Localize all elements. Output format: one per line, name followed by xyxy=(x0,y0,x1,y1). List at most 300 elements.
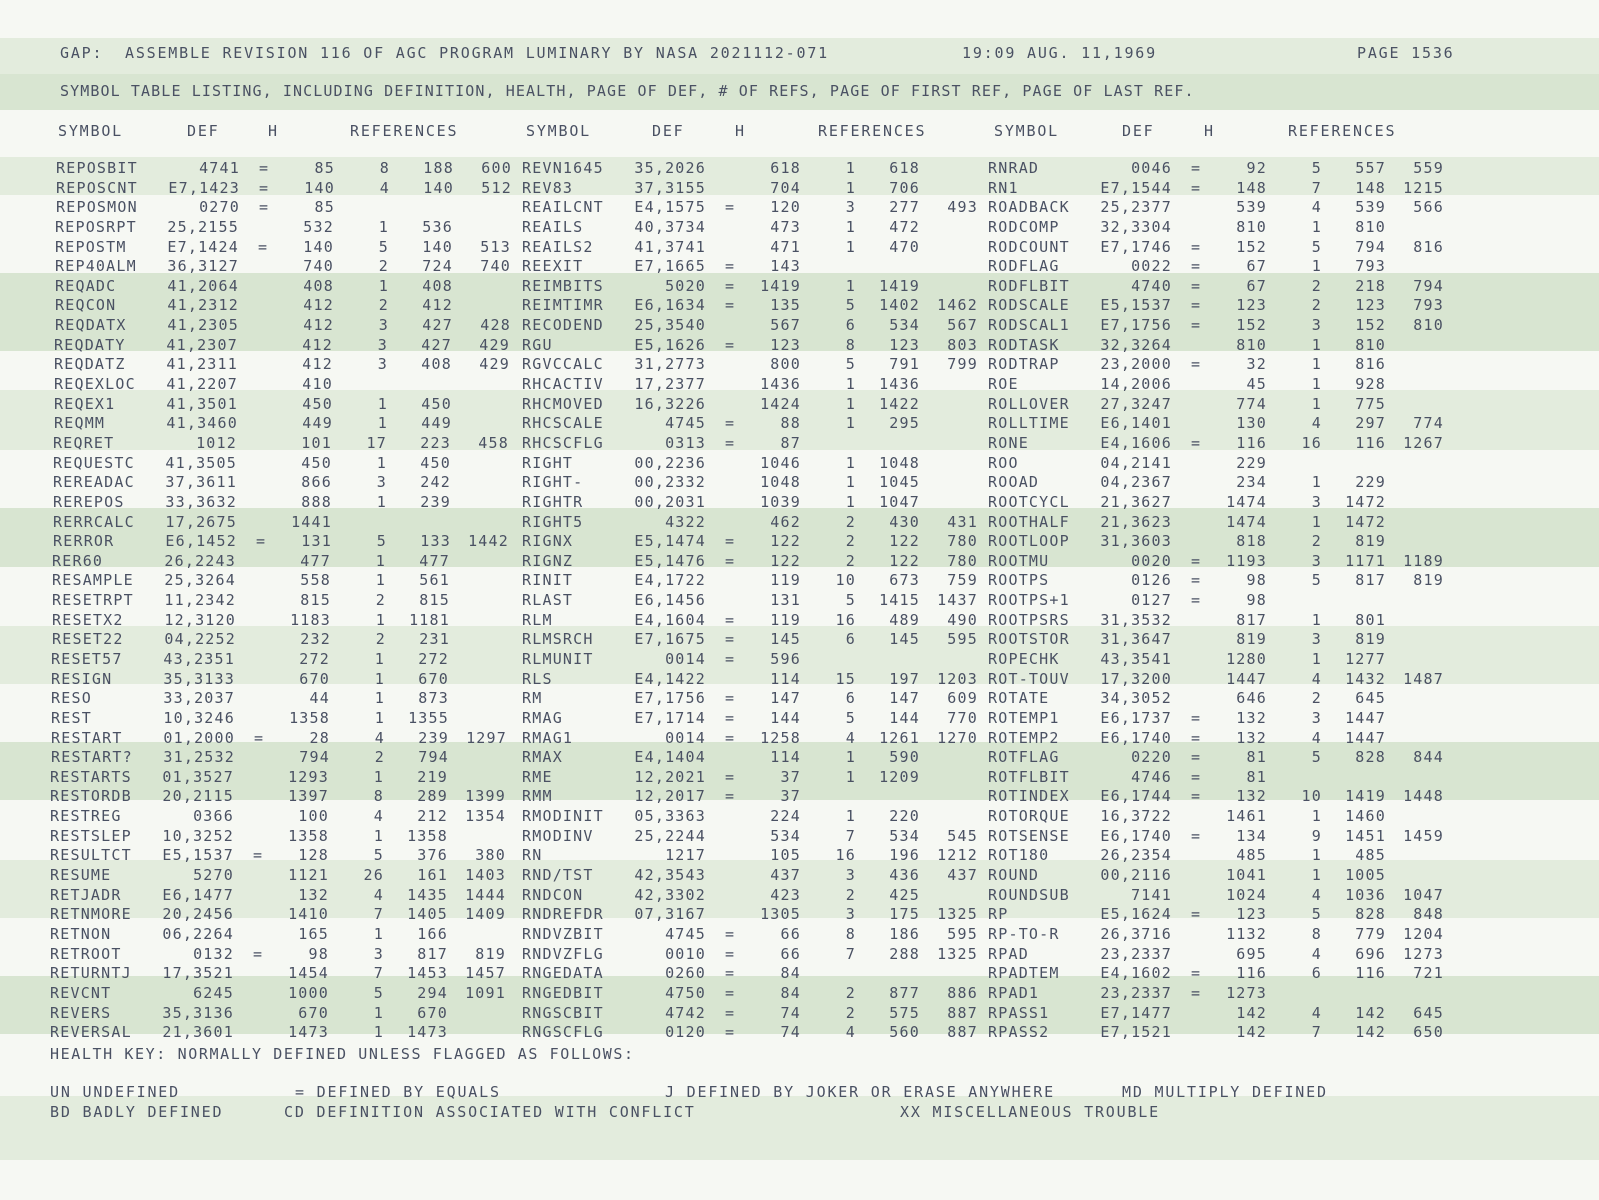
cell-def: E6,1401 xyxy=(1100,414,1172,433)
col-health-2: H xyxy=(735,122,746,140)
cell-def: 23,2337 xyxy=(1100,944,1172,963)
cell-firstref: 1047 xyxy=(879,492,920,511)
cell-refcount: 4 xyxy=(1311,728,1322,747)
table-row xyxy=(0,238,1599,258)
table-row xyxy=(0,709,1599,729)
cell-defpage: 1474 xyxy=(1226,512,1267,531)
cell-def: 1217 xyxy=(665,846,706,865)
cell-defpage: 412 xyxy=(303,316,334,335)
table-row xyxy=(0,336,1599,356)
col-def-1: DEF xyxy=(187,122,220,140)
cell-defpage: 132 xyxy=(298,885,329,904)
table-row xyxy=(0,473,1599,493)
cell-lastref: 816 xyxy=(1413,237,1444,256)
cell-symbol: RESIGN xyxy=(51,669,113,688)
cell-defpage: 132 xyxy=(1236,787,1267,806)
cell-refcount: 5 xyxy=(1311,748,1322,767)
cell-symbol: RHCSCFLG xyxy=(522,433,604,452)
health-key-joker: J DEFINED BY JOKER OR ERASE ANYWHERE xyxy=(665,1083,1055,1101)
table-row xyxy=(0,414,1599,434)
cell-defpage: 132 xyxy=(1236,708,1267,727)
table-row xyxy=(0,984,1599,1004)
cell-symbol: RESTART? xyxy=(51,748,133,767)
cell-def: 21,3627 xyxy=(1100,492,1172,511)
cell-lastref: 493 xyxy=(947,198,978,217)
cell-firstref: 450 xyxy=(420,453,451,472)
cell-refcount: 1 xyxy=(373,767,384,786)
cell-firstref: 645 xyxy=(1355,689,1386,708)
cell-refcount: 1 xyxy=(845,453,856,472)
cell-refcount: 1 xyxy=(376,453,387,472)
cell-health: = xyxy=(725,257,736,276)
cell-firstref: 1036 xyxy=(1345,885,1386,904)
cell-firstref: 197 xyxy=(889,669,920,688)
cell-symbol: ROOTLOOP xyxy=(988,532,1070,551)
cell-refcount: 3 xyxy=(1311,551,1322,570)
cell-lastref: 819 xyxy=(475,944,506,963)
cell-symbol: REP40ALM xyxy=(55,257,137,276)
cell-refcount: 1 xyxy=(845,217,856,236)
cell-firstref: 116 xyxy=(1355,964,1386,983)
cell-defpage: 450 xyxy=(302,394,333,413)
cell-symbol: RODSCAL1 xyxy=(988,316,1070,335)
cell-symbol: ROOTPSRS xyxy=(988,610,1070,629)
cell-firstref: 145 xyxy=(889,630,920,649)
cell-lastref: 1459 xyxy=(1403,826,1444,845)
cell-symbol: ROT180 xyxy=(988,846,1050,865)
cell-firstref: 1261 xyxy=(879,728,920,747)
cell-lastref: 844 xyxy=(1413,748,1444,767)
cell-symbol: REREPOS xyxy=(53,492,125,511)
cell-defpage: 1419 xyxy=(760,276,801,295)
cell-defpage: 888 xyxy=(301,492,332,511)
cell-health: = xyxy=(1191,964,1202,983)
cell-def: E7,1423 xyxy=(168,178,240,197)
cell-firstref: 817 xyxy=(417,944,448,963)
cell-refcount: 1 xyxy=(845,237,856,256)
cell-lastref: 803 xyxy=(947,335,978,354)
cell-defpage: 1358 xyxy=(288,826,329,845)
cell-refcount: 5 xyxy=(1311,159,1322,177)
cell-firstref: 539 xyxy=(1355,198,1386,217)
cell-symbol: RPASS2 xyxy=(988,1023,1050,1042)
cell-defpage: 1048 xyxy=(760,473,801,492)
cell-defpage: 44 xyxy=(309,689,330,708)
cell-defpage: 140 xyxy=(304,178,335,197)
cell-firstref: 1419 xyxy=(1345,787,1386,806)
cell-def: 4741 xyxy=(199,159,240,177)
cell-def: 42,3543 xyxy=(634,866,706,885)
cell-symbol: ROOTPS xyxy=(988,571,1050,590)
cell-symbol: REQUESTC xyxy=(53,453,135,472)
cell-defpage: 37 xyxy=(780,787,801,806)
cell-def: 0014 xyxy=(665,650,706,668)
cell-refcount: 7 xyxy=(373,964,384,983)
cell-firstref: 775 xyxy=(1355,394,1386,413)
cell-health: = xyxy=(725,983,736,1002)
table-row xyxy=(0,532,1599,552)
cell-refcount: 5 xyxy=(845,355,856,374)
cell-firstref: 724 xyxy=(422,257,453,276)
cell-health: = xyxy=(1191,276,1202,295)
cell-firstref: 239 xyxy=(420,492,451,511)
cell-def: 12,3120 xyxy=(164,610,236,629)
cell-firstref: 122 xyxy=(889,551,920,570)
cell-symbol: REEXIT xyxy=(522,257,584,276)
cell-refcount: 1 xyxy=(845,748,856,767)
cell-firstref: 1402 xyxy=(879,296,920,315)
cell-def: 25,3540 xyxy=(634,316,706,335)
cell-defpage: 412 xyxy=(303,296,334,315)
cell-refcount: 5 xyxy=(373,846,384,865)
cell-defpage: 866 xyxy=(301,473,332,492)
cell-refcount: 15 xyxy=(835,669,856,688)
cell-firstref: 123 xyxy=(1355,296,1386,315)
cell-refcount: 6 xyxy=(845,689,856,708)
cell-def: E5,1624 xyxy=(1100,905,1172,924)
cell-defpage: 120 xyxy=(770,198,801,217)
cell-firstref: 779 xyxy=(1355,924,1386,943)
cell-firstref: 142 xyxy=(1355,1023,1386,1042)
cell-defpage: 114 xyxy=(770,748,801,767)
cell-defpage: 477 xyxy=(300,551,331,570)
table-row xyxy=(0,886,1599,906)
cell-health: = xyxy=(725,944,736,963)
cell-def: 31,3647 xyxy=(1100,630,1172,649)
cell-defpage: 810 xyxy=(1236,217,1267,236)
cell-health: = xyxy=(725,276,736,295)
cell-def: 0046 xyxy=(1131,159,1172,177)
cell-symbol: REAILCNT xyxy=(522,198,604,217)
table-row xyxy=(0,571,1599,591)
cell-firstref: 1473 xyxy=(407,1023,448,1042)
cell-firstref: 816 xyxy=(1355,355,1386,374)
cell-health: = xyxy=(1191,433,1202,452)
table-row xyxy=(0,866,1599,886)
cell-symbol: REAILS2 xyxy=(522,237,594,256)
cell-lastref: 819 xyxy=(1413,571,1444,590)
cell-firstref: 140 xyxy=(423,178,454,197)
cell-defpage: 32 xyxy=(1246,355,1267,374)
cell-symbol: ROTORQUE xyxy=(988,807,1070,826)
cell-defpage: 740 xyxy=(303,257,334,276)
cell-firstref: 1405 xyxy=(407,905,448,924)
cell-refcount: 1 xyxy=(373,1003,384,1022)
table-row xyxy=(0,591,1599,611)
cell-symbol: RN xyxy=(522,846,543,865)
cell-def: 25,3264 xyxy=(164,571,236,590)
cell-symbol: REPOSTM xyxy=(55,237,127,256)
cell-health: = xyxy=(1191,787,1202,806)
cell-defpage: 412 xyxy=(302,335,333,354)
cell-refcount: 5 xyxy=(845,296,856,315)
cell-refcount: 1 xyxy=(375,551,386,570)
cell-refcount: 2 xyxy=(378,296,389,315)
cell-def: 05,3363 xyxy=(634,807,706,826)
cell-health: = xyxy=(725,335,736,354)
cell-def: 00,2332 xyxy=(634,473,706,492)
health-key-md: MD MULTIPLY DEFINED xyxy=(1122,1083,1328,1101)
cell-symbol: RIGNX xyxy=(522,532,574,551)
cell-def: E5,1537 xyxy=(1100,296,1172,315)
cell-firstref: 220 xyxy=(889,807,920,826)
cell-symbol: ROLLTIME xyxy=(988,414,1070,433)
cell-refcount: 2 xyxy=(1311,689,1322,708)
cell-def: 17,2675 xyxy=(165,512,237,531)
cell-refcount: 3 xyxy=(376,473,387,492)
cell-refcount: 9 xyxy=(1311,826,1322,845)
cell-firstref: 427 xyxy=(421,335,452,354)
cell-def: E6,1477 xyxy=(162,885,234,904)
cell-health: = xyxy=(725,532,736,551)
cell-firstref: 152 xyxy=(1355,316,1386,335)
cell-defpage: 670 xyxy=(299,669,330,688)
cell-lastref: 793 xyxy=(1413,296,1444,315)
cell-refcount: 1 xyxy=(374,669,385,688)
cell-lastref: 1399 xyxy=(465,787,506,806)
cell-refcount: 7 xyxy=(1311,178,1322,197)
cell-defpage: 116 xyxy=(1236,433,1267,452)
cell-firstref: 1422 xyxy=(879,394,920,413)
cell-firstref: 1472 xyxy=(1345,492,1386,511)
cell-def: E5,1537 xyxy=(162,846,234,865)
cell-firstref: 229 xyxy=(1355,473,1386,492)
cell-health: = xyxy=(725,1003,736,1022)
cell-symbol: RMAG xyxy=(522,708,563,727)
cell-defpage: 131 xyxy=(301,532,332,551)
cell-firstref: 123 xyxy=(889,335,920,354)
cell-symbol: ROTFLBIT xyxy=(988,767,1070,786)
cell-refcount: 6 xyxy=(845,316,856,335)
cell-symbol: RMAG1 xyxy=(522,728,574,747)
table-row xyxy=(0,846,1599,866)
cell-def: E4,1722 xyxy=(634,571,706,590)
cell-lastref: 1215 xyxy=(1403,178,1444,197)
cell-lastref: 429 xyxy=(479,355,510,374)
cell-defpage: 1041 xyxy=(1226,866,1267,885)
cell-defpage: 1436 xyxy=(760,375,801,394)
cell-firstref: 470 xyxy=(889,237,920,256)
cell-def: 10,3246 xyxy=(163,708,235,727)
cell-defpage: 229 xyxy=(1236,453,1267,472)
cell-lastref: 1448 xyxy=(1403,787,1444,806)
cell-firstref: 1453 xyxy=(407,964,448,983)
cell-def: 0020 xyxy=(1131,551,1172,570)
cell-defpage: 695 xyxy=(1236,944,1267,963)
cell-defpage: 817 xyxy=(1236,610,1267,629)
cell-def: E4,1404 xyxy=(634,748,706,767)
cell-def: 21,3623 xyxy=(1100,512,1172,531)
cell-symbol: REPOSBIT xyxy=(56,159,138,177)
cell-health: = xyxy=(1191,159,1202,177)
cell-health: = xyxy=(1191,178,1202,197)
cell-refcount: 2 xyxy=(378,257,389,276)
cell-defpage: 45 xyxy=(1246,375,1267,394)
cell-def: 37,3611 xyxy=(165,473,237,492)
cell-defpage: 87 xyxy=(780,433,801,452)
cell-defpage: 131 xyxy=(770,591,801,610)
cell-refcount: 1 xyxy=(375,610,386,629)
cell-symbol: RN1 xyxy=(988,178,1019,197)
cell-symbol: REQEXLOC xyxy=(54,375,136,394)
cell-def: 20,2115 xyxy=(162,787,234,806)
cell-def: 6245 xyxy=(193,983,234,1002)
table-row xyxy=(0,630,1599,650)
cell-defpage: 1280 xyxy=(1226,650,1267,668)
cell-firstref: 1435 xyxy=(407,885,448,904)
cell-def: 35,2026 xyxy=(634,159,706,177)
cell-lastref: 1212 xyxy=(937,846,978,865)
cell-defpage: 142 xyxy=(1236,1023,1267,1042)
cell-firstref: 1436 xyxy=(879,375,920,394)
cell-symbol: RGVCCALC xyxy=(522,355,604,374)
cell-symbol: REQDATY xyxy=(54,335,126,354)
cell-def: E6,1452 xyxy=(165,532,237,551)
cell-firstref: 122 xyxy=(889,532,920,551)
cell-firstref: 673 xyxy=(889,571,920,590)
cell-def: E4,1575 xyxy=(634,198,706,217)
table-row xyxy=(0,729,1599,749)
table-row xyxy=(0,650,1599,670)
cell-symbol: REQRET xyxy=(53,433,115,452)
cell-def: 0126 xyxy=(1131,571,1172,590)
cell-def: 23,2337 xyxy=(1100,983,1172,1002)
health-key-cd: CD DEFINITION ASSOCIATED WITH CONFLICT xyxy=(284,1103,696,1121)
cell-symbol: ROPECHK xyxy=(988,650,1060,668)
cell-def: 36,3127 xyxy=(167,257,239,276)
cell-refcount: 3 xyxy=(377,355,388,374)
cell-refcount: 7 xyxy=(1311,1023,1322,1042)
cell-def: 12,2017 xyxy=(634,787,706,806)
cell-def: 34,3052 xyxy=(1100,689,1172,708)
cell-defpage: 122 xyxy=(770,532,801,551)
cell-lastref: 1091 xyxy=(465,983,506,1002)
cell-lastref: 458 xyxy=(478,433,509,452)
cell-refcount: 1 xyxy=(1311,335,1322,354)
cell-firstref: 1181 xyxy=(409,610,450,629)
cell-def: 4745 xyxy=(665,924,706,943)
cell-health: = xyxy=(253,846,264,865)
cell-health: = xyxy=(254,728,265,747)
cell-firstref: 166 xyxy=(417,924,448,943)
cell-refcount: 1 xyxy=(1311,512,1322,531)
cell-lastref: 721 xyxy=(1413,964,1444,983)
cell-refcount: 1 xyxy=(374,650,385,668)
cell-def: 4742 xyxy=(665,1003,706,1022)
cell-refcount: 8 xyxy=(373,787,384,806)
cell-health: = xyxy=(725,433,736,452)
cell-refcount: 4 xyxy=(1311,885,1322,904)
cell-refcount: 2 xyxy=(1311,276,1322,295)
table-row xyxy=(0,316,1599,336)
cell-refcount: 1 xyxy=(845,767,856,786)
cell-def: E6,1634 xyxy=(634,296,706,315)
cell-refcount: 1 xyxy=(374,689,385,708)
table-row xyxy=(0,964,1599,984)
cell-defpage: 123 xyxy=(1236,296,1267,315)
cell-def: 0010 xyxy=(665,944,706,963)
cell-refcount: 7 xyxy=(845,826,856,845)
timestamp: 19:09 AUG. 11,1969 xyxy=(962,44,1157,62)
cell-def: 42,3302 xyxy=(634,885,706,904)
cell-refcount: 1 xyxy=(378,217,389,236)
cell-def: 0014 xyxy=(665,728,706,747)
cell-symbol: REQDATZ xyxy=(54,355,126,374)
cell-defpage: 1039 xyxy=(760,492,801,511)
cell-firstref: 1460 xyxy=(1345,807,1386,826)
cell-symbol: ROOAD xyxy=(988,473,1040,492)
cell-defpage: 819 xyxy=(1236,630,1267,649)
cell-firstref: 212 xyxy=(417,807,448,826)
cell-symbol: REVERS xyxy=(50,1003,112,1022)
cell-health: = xyxy=(1191,316,1202,335)
cell-symbol: REQDATX xyxy=(55,316,127,335)
cell-lastref: 1203 xyxy=(937,669,978,688)
cell-defpage: 1454 xyxy=(288,964,329,983)
cell-def: E5,1476 xyxy=(634,551,706,570)
cell-symbol: RLMSRCH xyxy=(522,630,594,649)
cell-health: = xyxy=(1191,571,1202,590)
table-row xyxy=(0,670,1599,690)
cell-firstref: 175 xyxy=(889,905,920,924)
cell-defpage: 272 xyxy=(299,650,330,668)
cell-defpage: 539 xyxy=(1236,198,1267,217)
cell-symbol: RLAST xyxy=(522,591,574,610)
cell-symbol: RESTART xyxy=(51,728,123,747)
cell-firstref: 297 xyxy=(1355,414,1386,433)
cell-lastref: 559 xyxy=(1413,159,1444,177)
cell-firstref: 161 xyxy=(417,866,448,885)
cell-refcount: 1 xyxy=(845,159,856,177)
cell-defpage: 1447 xyxy=(1226,669,1267,688)
cell-def: 00,2236 xyxy=(634,453,706,472)
cell-defpage: 412 xyxy=(302,355,333,374)
cell-defpage: 232 xyxy=(300,630,331,649)
cell-firstref: 218 xyxy=(1355,276,1386,295)
cell-refcount: 5 xyxy=(845,591,856,610)
cell-defpage: 152 xyxy=(1236,316,1267,335)
cell-health: = xyxy=(259,178,270,197)
cell-firstref: 294 xyxy=(417,983,448,1002)
cell-def: 40,3734 xyxy=(634,217,706,236)
cell-symbol: RNRAD xyxy=(988,159,1040,177)
cell-lastref: 595 xyxy=(947,630,978,649)
cell-firstref: 412 xyxy=(422,296,453,315)
cell-symbol: RNGEDBIT xyxy=(522,983,604,1002)
cell-symbol: RLM xyxy=(522,610,553,629)
table-row xyxy=(0,552,1599,572)
cell-symbol: RODFLAG xyxy=(988,257,1060,276)
cell-lastref: 780 xyxy=(947,532,978,551)
cell-symbol: RLS xyxy=(522,669,553,688)
cell-defpage: 1358 xyxy=(289,708,330,727)
cell-symbol: RNDREFDR xyxy=(522,905,604,924)
cell-defpage: 485 xyxy=(1236,846,1267,865)
cell-refcount: 10 xyxy=(1301,787,1322,806)
cell-lastref: 887 xyxy=(947,1023,978,1042)
cell-firstref: 148 xyxy=(1355,178,1386,197)
cell-symbol: ROTSENSE xyxy=(988,826,1070,845)
cell-health: = xyxy=(725,650,736,668)
cell-refcount: 8 xyxy=(845,924,856,943)
cell-lastref: 1047 xyxy=(1403,885,1444,904)
cell-def: 41,3741 xyxy=(634,237,706,256)
cell-refcount: 4 xyxy=(1311,944,1322,963)
cell-symbol: RESO xyxy=(51,689,92,708)
cell-firstref: 534 xyxy=(889,826,920,845)
cell-health: = xyxy=(1191,237,1202,256)
cell-defpage: 410 xyxy=(302,375,333,394)
